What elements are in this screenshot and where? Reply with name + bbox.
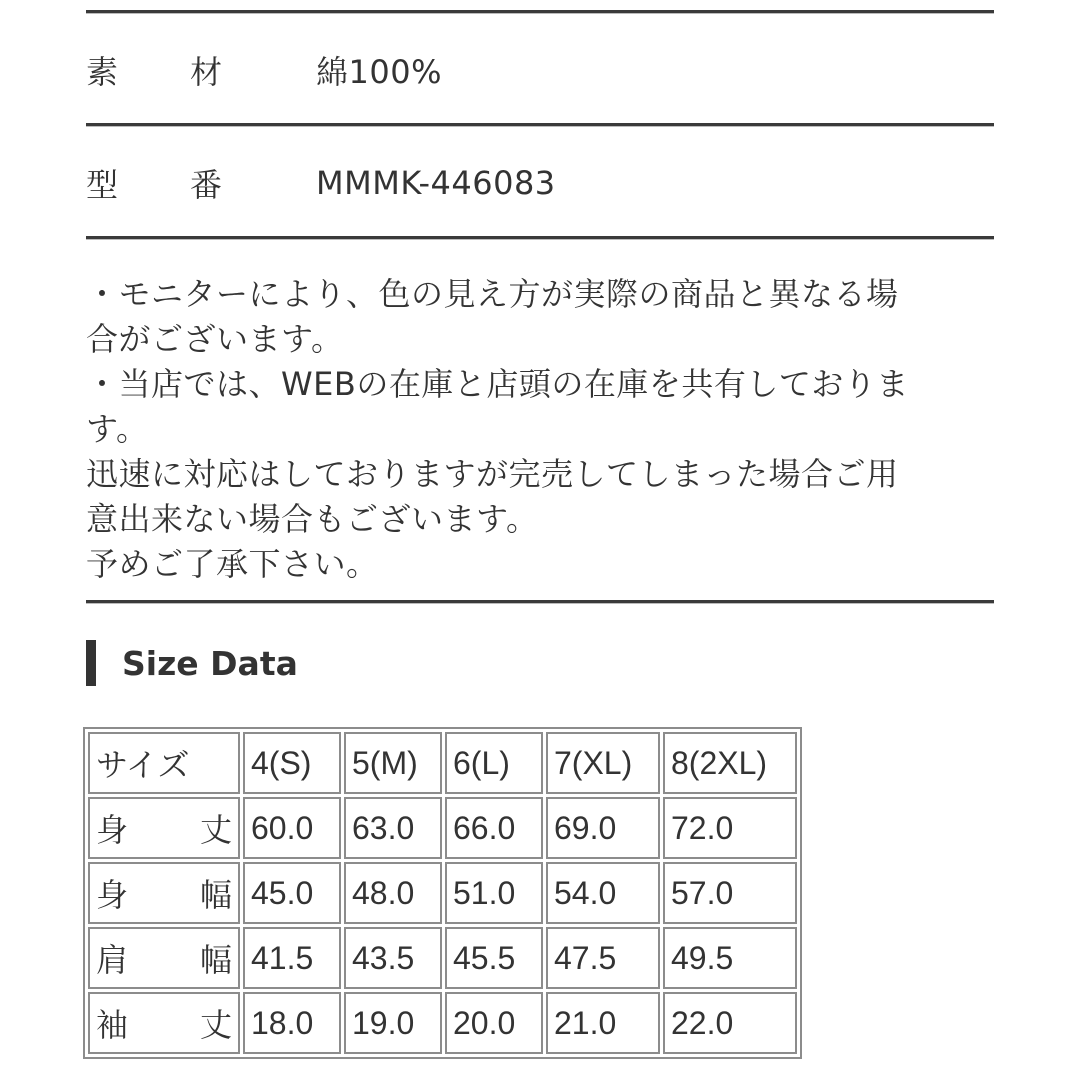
- table-cell: 57.0: [663, 862, 797, 924]
- size-table-header-row: [88, 732, 797, 794]
- spec-row-model: [86, 153, 994, 213]
- spec-value-model: MMMK-446083: [316, 164, 556, 202]
- size-section-title: Size Data: [122, 643, 298, 683]
- table-row: [88, 992, 797, 1054]
- size-column-header: 8(2XL): [663, 732, 797, 794]
- table-cell: 63.0: [344, 797, 442, 859]
- note-line: ・当店では、WEBの在庫と店頭の在庫を共有しておりま: [86, 365, 909, 403]
- row-label-char: 幅: [199, 942, 232, 978]
- spec-row-material: [86, 40, 994, 100]
- spec-label-char: 材: [190, 53, 223, 91]
- table-cell: 20.0: [445, 992, 543, 1054]
- table-cell: 18.0: [243, 992, 341, 1054]
- table-row: [88, 862, 797, 924]
- row-label-char: 袖: [96, 1007, 129, 1043]
- heading-accent-bar: [86, 640, 96, 686]
- divider: [86, 600, 994, 604]
- table-cell: 60.0: [243, 797, 341, 859]
- spec-label: [86, 160, 316, 206]
- table-cell: 41.5: [243, 927, 341, 989]
- spec-label-char: 番: [190, 166, 223, 204]
- table-cell: 19.0: [344, 992, 442, 1054]
- divider-top: [86, 10, 994, 14]
- spec-label: [86, 47, 316, 93]
- table-cell: 51.0: [445, 862, 543, 924]
- row-label-char: 幅: [199, 877, 232, 913]
- spec-value-material: 綿100%: [316, 53, 442, 91]
- table-cell: 21.0: [546, 992, 660, 1054]
- divider: [86, 236, 994, 240]
- size-column-header: 7(XL): [546, 732, 660, 794]
- note-line: ・モニターにより、色の見え方が実際の商品と異なる場: [86, 275, 899, 313]
- table-cell: 22.0: [663, 992, 797, 1054]
- size-table-header-label: サイズ: [88, 732, 240, 794]
- note-line: 迅速に対応はしておりますが完売してしまった場合ご用: [86, 455, 899, 493]
- row-label: [88, 862, 240, 924]
- table-cell: 66.0: [445, 797, 543, 859]
- spec-label-char: 素: [86, 53, 119, 91]
- row-label-char: 身: [96, 877, 129, 913]
- size-section-heading: [86, 640, 298, 686]
- note-line: す。: [86, 410, 149, 448]
- size-column-header: 4(S): [243, 732, 341, 794]
- table-row: [88, 797, 797, 859]
- table-cell: 45.0: [243, 862, 341, 924]
- table-cell: 54.0: [546, 862, 660, 924]
- table-cell: 48.0: [344, 862, 442, 924]
- table-cell: 49.5: [663, 927, 797, 989]
- note-line: 合がございます。: [86, 320, 344, 358]
- row-label-char: 丈: [199, 812, 232, 848]
- row-label: [88, 927, 240, 989]
- table-cell: 69.0: [546, 797, 660, 859]
- note-line: 予めご了承下さい。: [86, 545, 379, 583]
- notes-block: [86, 272, 994, 587]
- size-column-header: 5(M): [344, 732, 442, 794]
- row-label: [88, 992, 240, 1054]
- spec-label-char: 型: [86, 166, 119, 204]
- table-row: [88, 927, 797, 989]
- row-label-char: 丈: [199, 1007, 232, 1043]
- table-cell: 45.5: [445, 927, 543, 989]
- table-cell: 43.5: [344, 927, 442, 989]
- note-line: 意出来ない場合もございます。: [86, 500, 539, 538]
- table-cell: 72.0: [663, 797, 797, 859]
- row-label-char: 肩: [96, 942, 129, 978]
- divider: [86, 123, 994, 127]
- size-table: [85, 729, 800, 1057]
- table-cell: 47.5: [546, 927, 660, 989]
- row-label-char: 身: [96, 812, 129, 848]
- row-label: [88, 797, 240, 859]
- size-column-header: 6(L): [445, 732, 543, 794]
